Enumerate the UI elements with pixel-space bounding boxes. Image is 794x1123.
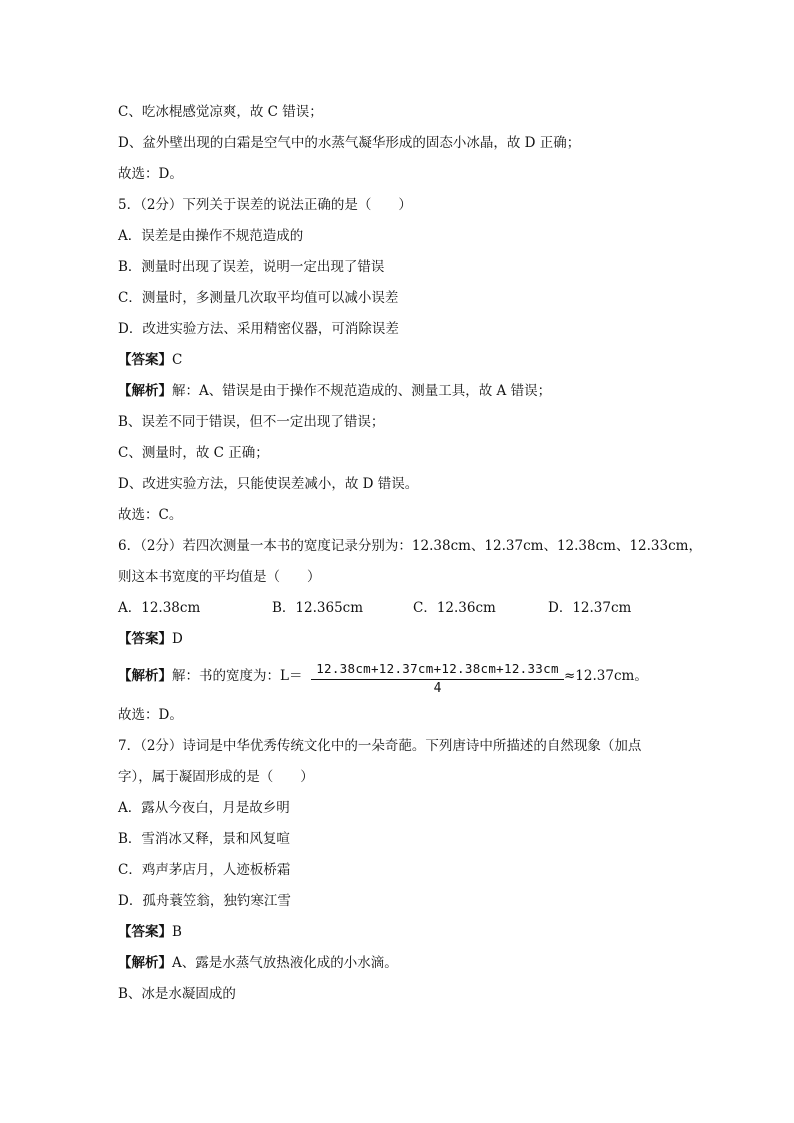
- fraction-numerator: 12.38cm+12.37cm+12.38cm+12.33cm: [316, 661, 559, 676]
- explanation-text: 解：书的宽度为：L＝: [172, 668, 303, 684]
- question-5-answer: [118, 351, 182, 369]
- explanation-label: 【解析】: [118, 668, 172, 684]
- answer-selection: 故选：D。: [118, 166, 183, 182]
- question-6-option-b: B．12.365cm: [272, 600, 364, 616]
- explanation-result: ≈12.37cm。: [564, 668, 648, 684]
- explanation-text: A、露是水蒸气放热液化成的小水滴。: [172, 955, 398, 971]
- answer-value: D: [172, 631, 183, 647]
- text-line: C、吃冰棍感觉凉爽，故 C 错误；: [118, 104, 323, 120]
- fraction: [311, 660, 564, 697]
- question-7-stem: 7．（2分）诗词是中华优秀传统文化中的一朵奇葩。下列唐诗中所描述的自然现象（加点: [118, 738, 642, 754]
- answer-selection: 故选：D。: [118, 707, 183, 723]
- answer-label: 【答案】: [118, 631, 172, 647]
- question-5-option-c: C．测量时，多测量几次取平均值可以减小误差: [118, 290, 399, 306]
- question-6-option-c: C．12.36cm: [413, 600, 496, 616]
- question-5-option-a: A．误差是由操作不规范造成的: [118, 228, 304, 244]
- question-7-option-d: D．孤舟蓑笠翁，独钓寒江雪: [118, 893, 291, 909]
- text-line: D、改进实验方法，只能使误差减小，故 D 错误。: [118, 476, 419, 492]
- fraction-bar: [311, 679, 564, 680]
- answer-value: B: [172, 924, 182, 940]
- question-7-option-c: C．鸡声茅店月，人迹板桥霜: [118, 862, 291, 878]
- question-5-option-b: B．测量时出现了误差，说明一定出现了错误: [118, 259, 385, 275]
- question-5-option-d: D．改进实验方法、采用精密仪器，可消除误差: [118, 321, 399, 337]
- text-line: C、测量时，故 C 正确；: [118, 445, 269, 461]
- text-line: B、误差不同于错误，但不一定出现了错误；: [118, 414, 385, 430]
- question-6-option-d: D．12.37cm: [548, 600, 632, 616]
- fraction-denominator: 4: [433, 681, 442, 696]
- answer-label: 【答案】: [118, 352, 172, 368]
- answer-label: 【答案】: [118, 924, 172, 940]
- question-6-stem-continued: 则这本书宽度的平均值是（ ）: [118, 569, 321, 585]
- question-6-answer: [118, 630, 183, 648]
- question-7-explanation: [118, 954, 398, 972]
- text-line: D、盆外壁出现的白霜是空气中的水蒸气凝华形成的固态小冰晶，故 D 正确；: [118, 135, 581, 151]
- explanation-label: 【解析】: [118, 955, 172, 971]
- question-7-answer: [118, 923, 182, 941]
- explanation-prefix: [118, 667, 302, 685]
- answer-value: C: [172, 352, 183, 368]
- question-7-option-b: B．雪消冰又释，景和风复喧: [118, 831, 290, 847]
- text-line: B、冰是水凝固成的: [118, 986, 236, 1002]
- question-5-stem: 5．（2分）下列关于误差的说法正确的是（ ）: [118, 197, 412, 213]
- explanation-label: 【解析】: [118, 383, 172, 399]
- question-6-stem: 6．（2分）若四次测量一本书的宽度记录分别为：12.38cm、12.37cm、12.38cm、12.33cm，: [118, 538, 702, 554]
- question-7-stem-continued: 字），属于凝固形成的是（ ）: [118, 769, 314, 785]
- explanation-text: 解：A、错误是由于操作不规范造成的、测量工具，故 A 错误；: [172, 383, 552, 399]
- question-5-explanation: [118, 382, 551, 400]
- question-6-option-a: A．12.38cm: [118, 600, 201, 616]
- answer-selection: 故选：C。: [118, 507, 183, 523]
- question-7-option-a: A．露从今夜白，月是故乡明: [118, 800, 290, 816]
